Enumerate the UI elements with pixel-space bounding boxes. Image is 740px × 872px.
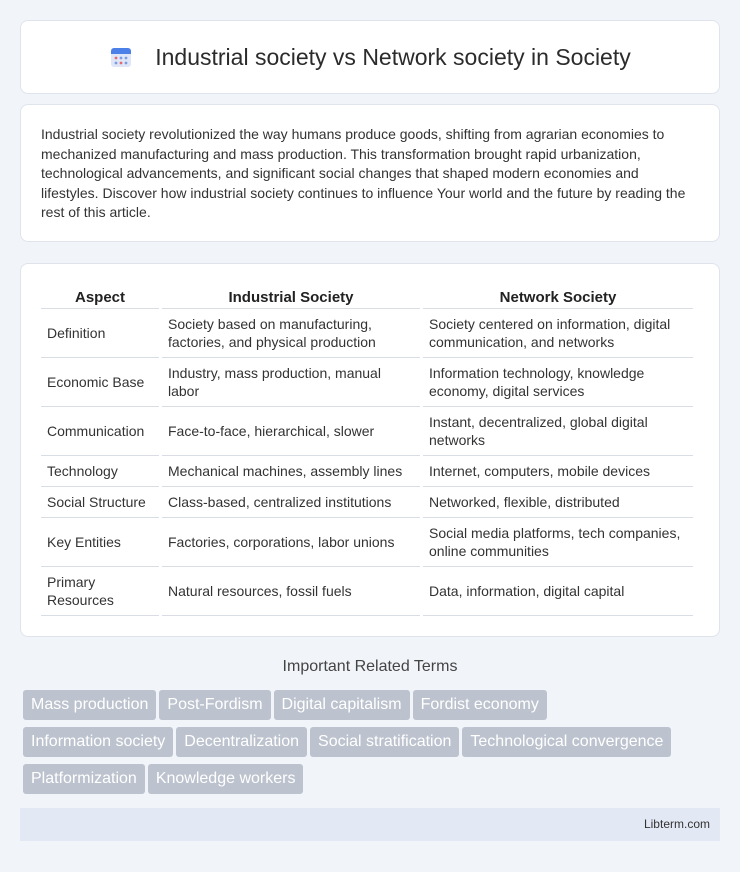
cell-network: Society centered on information, digital communication, and networks — [423, 309, 693, 358]
intro-card — [20, 104, 720, 242]
cell-industrial: Mechanical machines, assembly lines — [162, 456, 420, 487]
footer — [20, 808, 720, 841]
comparison-table — [38, 286, 696, 616]
table-row — [41, 567, 693, 616]
cell-aspect: Economic Base — [41, 358, 159, 407]
term-tag[interactable]: Fordist economy — [413, 690, 547, 720]
comparison-table-card — [20, 263, 720, 637]
term-tag[interactable]: Social stratification — [310, 727, 459, 757]
cell-network: Internet, computers, mobile devices — [423, 456, 693, 487]
term-tag[interactable]: Platformization — [23, 764, 145, 794]
header-industrial: Industrial Society — [162, 286, 420, 309]
cell-industrial: Face-to-face, hierarchical, slower — [162, 407, 420, 456]
cell-network: Data, information, digital capital — [423, 567, 693, 616]
cell-aspect: Definition — [41, 309, 159, 358]
intro-text: Industrial society revolutionized the way humans produce goods, shifting from agrarian economies to mechanized manufacturing and mass production. This transformation brought rapid urbanization, technological advancements, and significant social changes that shaped modern economies and lifestyles. Discover how industrial society continues to influence Your world and the future by reading the rest of this article. — [41, 126, 686, 220]
title-card — [20, 20, 720, 94]
cell-industrial: Factories, corporations, labor unions — [162, 518, 420, 567]
term-tag[interactable]: Information society — [23, 727, 173, 757]
cell-aspect: Communication — [41, 407, 159, 456]
term-tag[interactable]: Mass production — [23, 690, 156, 720]
term-tag[interactable]: Knowledge workers — [148, 764, 304, 794]
page-title: Industrial society vs Network society in Society — [155, 43, 631, 70]
term-tag[interactable]: Technological convergence — [462, 727, 671, 757]
term-tag[interactable]: Digital capitalism — [274, 690, 410, 720]
related-terms-list — [23, 690, 723, 801]
header-aspect: Aspect — [41, 286, 159, 309]
table-row — [41, 407, 693, 456]
cell-network: Networked, flexible, distributed — [423, 487, 693, 518]
cell-aspect: Primary Resources — [41, 567, 159, 616]
cell-network: Instant, decentralized, global digital networks — [423, 407, 693, 456]
related-terms-title: Important Related Terms — [282, 658, 458, 675]
cell-aspect: Social Structure — [41, 487, 159, 518]
table-row — [41, 487, 693, 518]
cell-aspect: Technology — [41, 456, 159, 487]
cell-industrial: Class-based, centralized institutions — [162, 487, 420, 518]
table-row — [41, 456, 693, 487]
cell-network: Social media platforms, tech companies, online communities — [423, 518, 693, 567]
header-network: Network Society — [423, 286, 693, 309]
calendar-icon — [109, 45, 133, 69]
cell-aspect: Key Entities — [41, 518, 159, 567]
table-row — [41, 518, 693, 567]
term-tag[interactable]: Post-Fordism — [159, 690, 270, 720]
footer-site-link[interactable]: Libterm.com — [643, 817, 710, 831]
cell-network: Information technology, knowledge economy, digital services — [423, 358, 693, 407]
cell-industrial: Natural resources, fossil fuels — [162, 567, 420, 616]
table-row — [41, 358, 693, 407]
cell-industrial: Industry, mass production, manual labor — [162, 358, 420, 407]
term-tag[interactable]: Decentralization — [176, 727, 307, 757]
table-row — [41, 309, 693, 358]
cell-industrial: Society based on manufacturing, factories, and physical production — [162, 309, 420, 358]
